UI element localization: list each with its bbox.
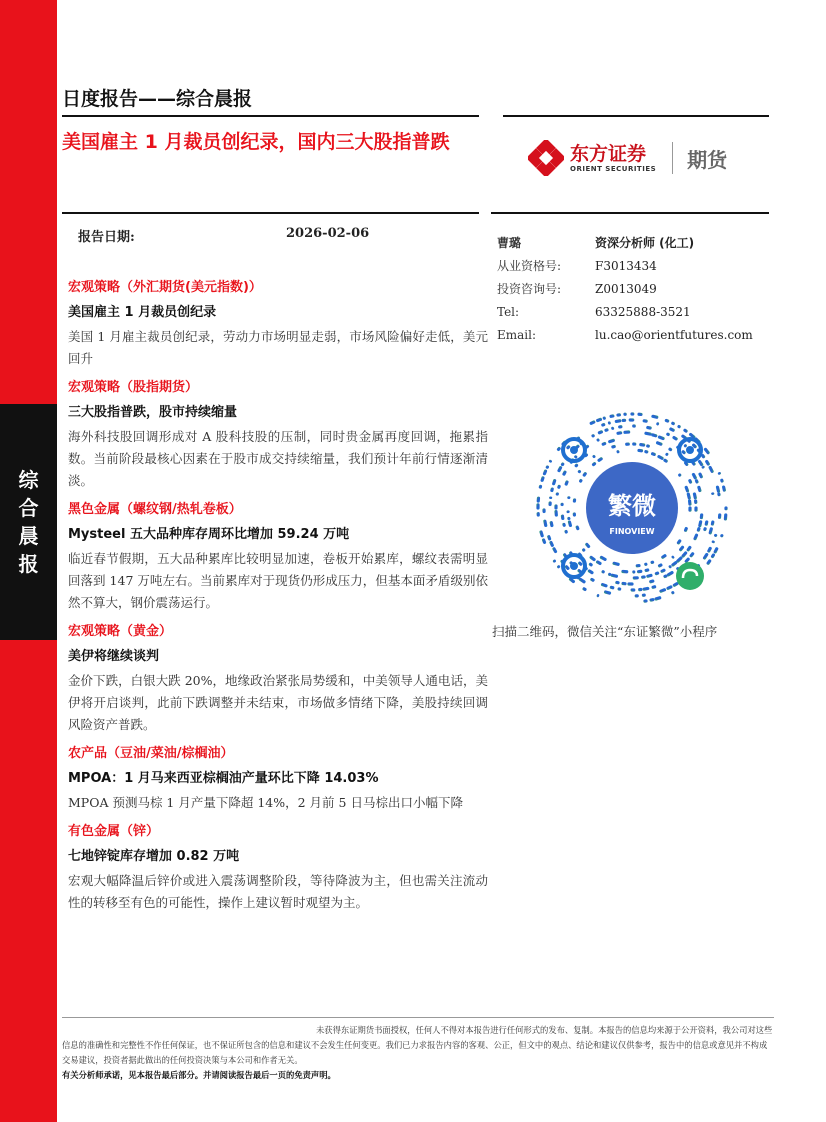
analyst-name: 曹璐 bbox=[497, 236, 522, 250]
report-date-label: 报告日期: bbox=[78, 230, 135, 245]
item-body: MPOA 预测马棕 1 月产量下降超 14%，2 月前 5 日马棕出口小幅下降 bbox=[68, 795, 463, 810]
section-tab-char: 综 bbox=[18, 468, 39, 492]
section-tab-char: 合 bbox=[18, 496, 39, 520]
company-logo bbox=[528, 140, 727, 176]
main-content bbox=[68, 270, 488, 916]
analyst-field-value: 63325888-3521 bbox=[595, 305, 691, 319]
logo-division: 期货 bbox=[687, 147, 728, 172]
analyst-title: 资深分析师 (化工) bbox=[595, 236, 695, 250]
report-type: 日度报告——综合晨报 bbox=[62, 88, 253, 110]
item-title: 美伊将继续谈判 bbox=[68, 649, 160, 664]
logo-name-en: ORIENT SECURITIES bbox=[570, 165, 657, 173]
section-heading: 宏观策略（黄金） bbox=[68, 624, 173, 639]
item-body: 美国 1 月雇主裁员创纪录，劳动力市场明显走弱，市场风险偏好走低，美元回升 bbox=[68, 329, 488, 366]
report-date bbox=[78, 226, 370, 245]
logo-mark-icon bbox=[528, 140, 564, 176]
analyst-field-label: 投资咨询号: bbox=[497, 282, 562, 296]
item-body: 临近春节假期，五大品种累库比较明显加速，卷板开始累库，螺纹表需明显回落到 147 万吨左右。当前累库对于现货仍形成压力，但基本面矛盾级别依然不算大，钢价震荡运行。 bbox=[68, 551, 488, 610]
analyst-field-label: Email: bbox=[497, 328, 537, 342]
item-title: MPOA：1 月马来西亚棕榈油产量环比下降 14.03% bbox=[68, 771, 379, 786]
section-heading: 有色金属（锌） bbox=[68, 824, 160, 839]
logo-separator bbox=[672, 142, 673, 174]
item-title: Mysteel 五大品种库存周环比增加 59.24 万吨 bbox=[68, 527, 350, 542]
analyst-field-value: F3013434 bbox=[595, 259, 657, 273]
item-title: 美国雇主 1 月裁员创纪录 bbox=[68, 305, 217, 320]
divider bbox=[491, 212, 769, 214]
divider bbox=[62, 1017, 774, 1018]
analyst-email-link[interactable]: lu.cao@orientfutures.com bbox=[595, 328, 753, 342]
section-heading: 宏观策略（股指期货） bbox=[68, 380, 199, 395]
headline: 美国雇主 1 月裁员创纪录，国内三大股指普跌 bbox=[62, 131, 450, 153]
section-heading: 农产品（豆油/菜油/棕榈油） bbox=[68, 746, 234, 761]
qr-brand-en: FINOVIEW bbox=[609, 527, 655, 536]
report-date-value: 2026-02-06 bbox=[286, 226, 370, 241]
section-tab-char: 晨 bbox=[18, 524, 39, 548]
divider bbox=[62, 212, 479, 214]
qr-caption: 扫描二维码，微信关注“东证繁微”小程序 bbox=[492, 624, 718, 639]
qr-code[interactable] bbox=[530, 406, 734, 610]
item-title: 三大股指普跌，股市持续缩量 bbox=[68, 405, 238, 420]
item-body: 金价下跌，白银大跌 20%，地缘政治紧张局势缓和，中美领导人通电话，美伊将开启谈判，此前下跌调整并未结束，市场做多情绪下降，美股持续回调风险资产普跌。 bbox=[68, 673, 488, 732]
item-body: 宏观大幅降温后锌价或进入震荡调整阶段，等待降波为主，但也需关注流动性的转移至有色的可能性，操作上建议暂时观望为主。 bbox=[68, 873, 488, 910]
section-tab bbox=[0, 404, 57, 640]
item-title: 七地锌锭库存增加 0.82 万吨 bbox=[68, 849, 240, 864]
analyst-field-label: Tel: bbox=[497, 305, 520, 319]
qr-brand-cn: 繁微 bbox=[608, 492, 656, 520]
analyst-card bbox=[497, 232, 753, 347]
logo-name-cn: 东方证券 bbox=[570, 143, 647, 165]
analyst-field-label: 从业资格号: bbox=[497, 259, 562, 273]
item-body: 海外科技股回调形成对 A 股科技股的压制，同时贵金属再度回调，拖累指数。当前阶段最核心因素在于股市成交持续缩量，我们预计年前行情逐渐清淡。 bbox=[68, 429, 488, 488]
analyst-field-value: Z0013049 bbox=[595, 282, 657, 296]
disclaimer-text: 未获得东证期货书面授权，任何人不得对本报告进行任何形式的发布、复制。本报告的信息均来源于公开资料，我公司对这些信息的准确性和完整性不作任何保证，也不保证所包含的信息和建议不会发生任何变更。我们已力求报告内容的客观、公正，但文中的观点、结论和建议仅供参考，报告中的信息或意见并不构成交易建议，投资者据此做出的任何投资决策与本公司和作者无关。 bbox=[62, 1025, 773, 1065]
disclaimer-note: 有关分析师承诺，见本报告最后部分。并请阅读报告最后一页的免责声明。 bbox=[62, 1070, 336, 1080]
section-tab-char: 报 bbox=[18, 552, 39, 576]
section-heading: 宏观策略（外汇期货(美元指数)） bbox=[68, 280, 262, 295]
divider bbox=[503, 115, 769, 117]
divider bbox=[62, 115, 479, 117]
disclaimer bbox=[62, 1023, 774, 1083]
section-heading: 黑色金属（螺纹钢/热轧卷板） bbox=[68, 502, 242, 517]
